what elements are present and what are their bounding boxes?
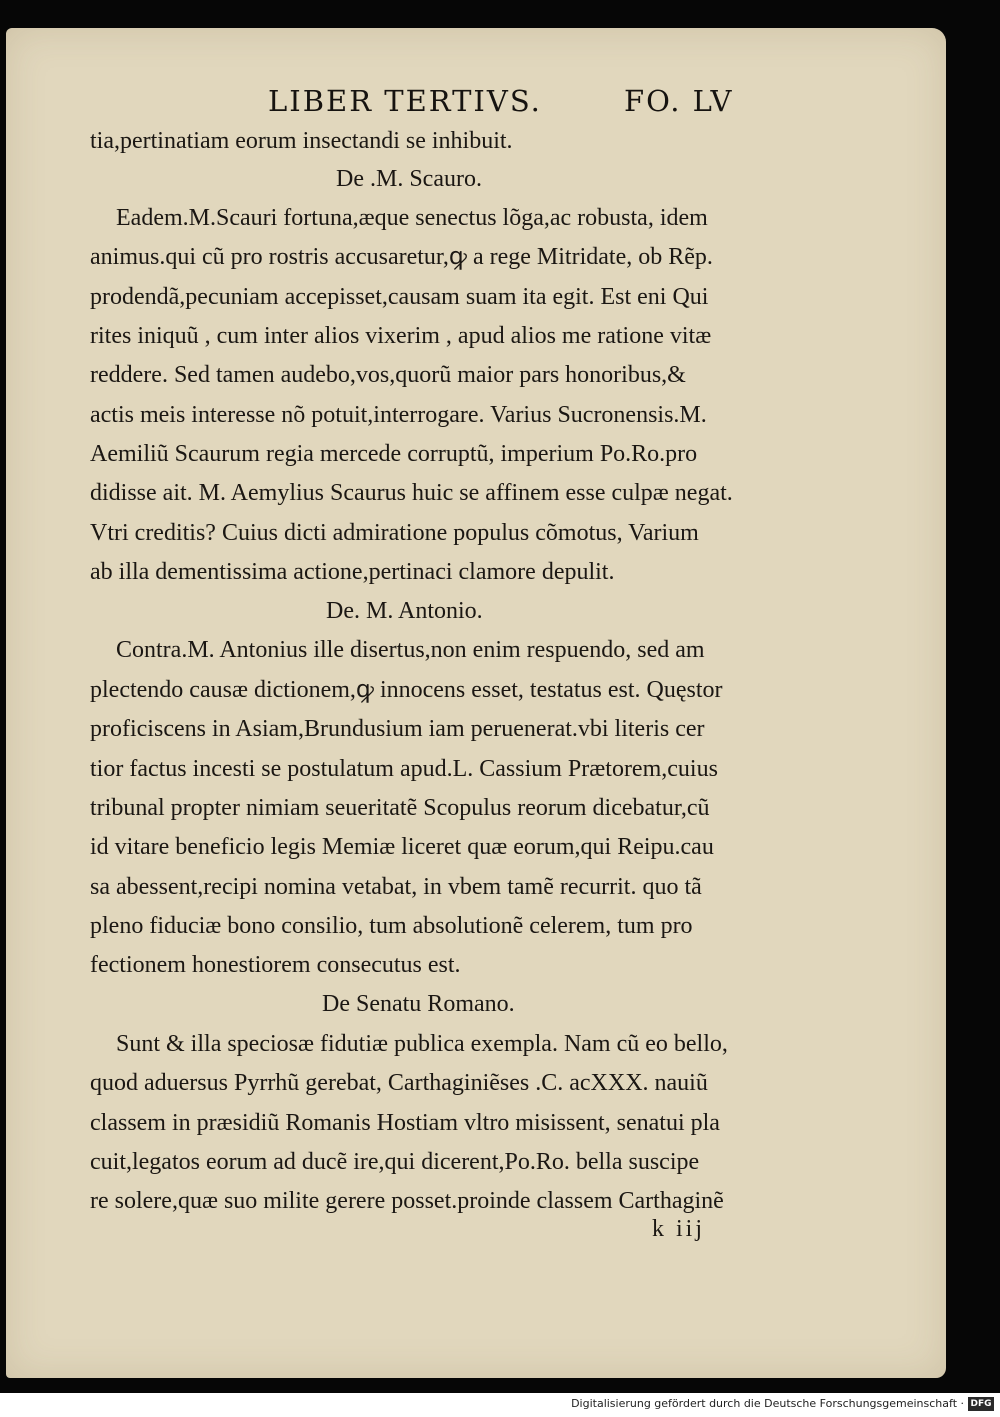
text-line: fectionem honestiorem consecutus est. <box>90 952 461 978</box>
text-line: Contra.M. Antonius ille disertus,non enim respuendo, sed am <box>116 637 705 663</box>
text-line: actis meis interesse nõ potuit,interrogare. Varius Sucronensis.M. <box>90 402 707 428</box>
text-line: animus.qui cũ pro rostris accusaretur,ꝙ a rege Mitridate, ob Rẽp. <box>90 244 713 270</box>
text-line: Eadem.M.Scauri fortuna,æque senectus lõga,ac robusta, idem <box>116 205 708 231</box>
text-line: tribunal propter nimiam seueritatẽ Scopulus reorum dicebatur,cũ <box>90 795 710 821</box>
running-title: LIBER TERTIVS. <box>268 84 542 118</box>
text-line: Sunt & illa speciosæ fidutiæ publica exempla. Nam cũ eo bello, <box>116 1031 728 1057</box>
text-line: didisse ait. M. Aemylius Scaurus huic se affinem esse culpæ negat. <box>90 480 733 506</box>
text-line: sa abessent,recipi nomina vetabat, in vbem tamẽ recurrit. quo tã <box>90 874 702 900</box>
text-line: pleno fiduciæ bono consilio, tum absolutionẽ celerem, tum pro <box>90 913 693 939</box>
text-line: tia,pertinatiam eorum insectandi se inhibuit. <box>90 128 513 154</box>
text-line: Aemiliũ Scaurum regia mercede corruptũ, imperium Po.Ro.pro <box>90 441 698 467</box>
text-line: ab illa dementissima actione,pertinaci clamore depulit. <box>90 559 615 585</box>
section-heading-antonio: De. M. Antonio. <box>326 598 483 624</box>
text-line: reddere. Sed tamen audebo,vos,quorũ maior pars honoribus,& <box>90 362 686 388</box>
text-line: classem in præsidiũ Romanis Hostiam vltro misissent, senatui pla <box>90 1110 720 1136</box>
text-line: Vtri creditis? Cuius dicti admiratione populus cõmotus, Varium <box>90 520 699 546</box>
text-line: plectendo causæ dictionem,ꝙ innocens esset, testatus est. Quęstor <box>90 677 723 703</box>
text-line: re solere,quæ suo milite gerere posset.proinde classem Carthaginẽ <box>90 1188 724 1214</box>
digitization-credit: Digitalisierung gefördert durch die Deutsche Forschungsgemeinschaft · <box>571 1397 964 1410</box>
section-heading-senatu: De Senatu Romano. <box>322 991 515 1017</box>
folio-number: FO. LV <box>624 84 734 118</box>
text-line: quod aduersus Pyrrhũ gerebat, Carthaginiẽses .C. acXXX. nauiũ <box>90 1070 708 1096</box>
signature-mark: k iij <box>652 1216 706 1242</box>
text-line: tior factus incesti se postulatum apud.L. Cassium Prætorem,cuius <box>90 756 718 782</box>
text-line: rites iniquũ , cum inter alios vixerim , apud alios me ratione vitæ <box>90 323 712 349</box>
text-line: proficiscens in Asiam,Brundusium iam peruenerat.vbi literis cer <box>90 716 705 742</box>
text-line: id vitare beneficio legis Memiæ liceret quæ eorum,qui Reipu.cau <box>90 834 714 860</box>
dfg-logo: DFG <box>968 1397 994 1411</box>
text-line: prodendã,pecuniam accepisset,causam suam ita egit. Est eni Qui <box>90 284 709 310</box>
section-heading-scauro: De .M. Scauro. <box>336 166 482 192</box>
text-line: cuit,legatos eorum ad ducẽ ire,qui dicerent,Po.Ro. bella suscipe <box>90 1149 700 1175</box>
